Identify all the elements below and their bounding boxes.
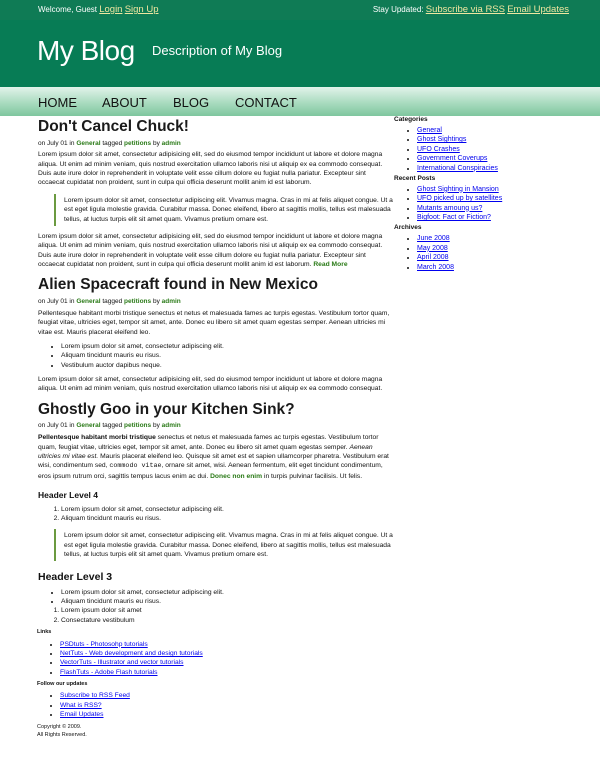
meta-category[interactable]: General	[76, 422, 101, 430]
follow-heading: Follow our updates	[37, 681, 88, 688]
meta-author[interactable]: admin	[161, 139, 181, 147]
rss-link[interactable]: Subscribe via RSS	[425, 4, 505, 15]
recent-post-link[interactable]: Mutants amoung us?	[417, 204, 483, 212]
paragraph-text: Lorem ipsum dolor sit amet, consectetur adipisicing elit, sed do eiusmod tempor incididunt ut labore et dolore magna aliqua. Ut enim ad minim veniam, quis nostrud exercitation ullamco laboris nisi ut aliquip ex ea commodo consequat. Duis aute irure dolor in reprehenderit in voluptate velit esse cillum dolore eu fugiat nulla pariatur. Excepteur sint occaecat cupidatat non proident, sunt in culpa qui officia deserunt mollit anim id est laborum.	[38, 232, 383, 269]
footer-link-vectortuts[interactable]: VectorTuts - Illustrator and vector tutorials	[60, 659, 184, 667]
recent-posts-list	[417, 185, 594, 223]
sidebar	[394, 116, 594, 274]
post-meta	[38, 422, 394, 431]
ordered-list	[61, 505, 394, 524]
meta-category[interactable]: General	[76, 139, 101, 147]
heading-level-4: Header Level 4	[38, 490, 99, 501]
meta-tag[interactable]: petitions	[124, 422, 152, 430]
post-3	[38, 401, 394, 625]
inline-link[interactable]: Donec non enim	[210, 472, 263, 480]
archive-link[interactable]: June 2008	[417, 235, 450, 243]
heading-level-3: Header Level 3	[38, 571, 113, 584]
rights-text: All Rights Reserved.	[37, 731, 87, 738]
links-heading: Links	[37, 629, 52, 636]
code-text: commodo vitae	[109, 462, 162, 471]
archives-list	[417, 234, 594, 272]
list-item: • Vestibulum auctor dapibus neque.	[61, 361, 394, 370]
meta-tagged: tagged	[102, 298, 123, 306]
list-item: 1. Lorem ipsum dolor sit amet	[61, 606, 394, 615]
italic-text: Aenean ultricies mi vitae est.	[38, 443, 373, 460]
list-item: • Aliquam tincidunt mauris eu risus.	[61, 351, 394, 360]
main-nav	[0, 87, 600, 116]
category-link[interactable]: International Conspiracies	[417, 164, 498, 172]
meta-date: on July 01 in	[38, 139, 75, 147]
nav-about[interactable]: ABOUT	[102, 95, 147, 110]
blockquote	[54, 529, 394, 561]
copyright-text: Copyright © 2009.	[37, 723, 82, 730]
quote-text: Lorem ipsum dolor sit amet, consectetur adipiscing elit. Vivamus magna. Cras in mi at felis aliquet congue. Ut a est eget ligula molestie gravida. Curabitur massa. Donec eleifend, libero at sagittis mollis, tellus est malesuada tellus, at luctus turpis elit sit amet quam. Vivamus pretium ornare est.	[64, 532, 393, 559]
category-link[interactable]: General	[417, 126, 442, 134]
meta-by: by	[152, 139, 160, 147]
what-is-rss-link[interactable]: What is RSS?	[60, 701, 102, 709]
paragraph-text: , ornare sit amet, wisi. Aenean fermentum, elit eget tincidunt condimentum, eros ipsum rutrum orci, sagittis tempus lacus enim ac dui.	[38, 462, 383, 480]
post-title[interactable]: Ghostly Goo in your Kitchen Sink?	[38, 400, 295, 418]
login-link[interactable]: Login	[99, 4, 123, 15]
category-link[interactable]: Ghost Sightings	[417, 136, 467, 144]
meta-by: by	[152, 422, 160, 430]
read-more-link[interactable]: Read More	[313, 261, 348, 269]
site-header	[0, 20, 600, 87]
recent-post-link[interactable]: Ghost Sighting in Mansion	[417, 185, 499, 193]
stay-updated-label: Stay Updated:	[372, 5, 424, 14]
meta-tag[interactable]: petitions	[124, 298, 152, 306]
site-logo[interactable]: My Blog	[37, 35, 135, 66]
recent-posts-heading: Recent Posts	[394, 174, 436, 182]
bold-text: Pellentesque habitant morbi tristique	[38, 434, 156, 442]
recent-post-link[interactable]: UFO picked up by satellites	[417, 195, 503, 203]
meta-category[interactable]: General	[76, 298, 101, 306]
archive-link[interactable]: April 2008	[417, 254, 449, 262]
meta-author[interactable]: admin	[161, 422, 181, 430]
email-updates-link[interactable]: Email Updates	[60, 711, 104, 719]
meta-tagged: tagged	[102, 422, 123, 430]
post-paragraph: Lorem ipsum dolor sit amet, consectetur adipisicing elit, sed do eiusmod tempor incididunt ut labore et dolore magna aliqua. Ut enim ad minim veniam, quis nostrud exercitation ullamco laboris nisi ut aliquip ex ea commodo consequat.	[38, 376, 383, 393]
welcome-text: Welcome, Guest	[38, 5, 97, 14]
nav-home[interactable]: HOME	[38, 95, 77, 110]
post-meta	[38, 298, 394, 307]
list-item: 2. Consectature vestibulum	[61, 616, 394, 625]
post-meta	[38, 140, 394, 149]
email-updates-link[interactable]: Email Updates	[507, 4, 569, 15]
category-link[interactable]: UFO Crashes	[417, 145, 460, 153]
categories-heading: Categories	[394, 116, 428, 123]
list-item: • Aliquam tincidunt mauris eu risus.	[61, 597, 394, 606]
meta-date: on July 01 in	[38, 298, 75, 306]
paragraph-text: Mauris placerat eleifend leo. Quisque sit amet est et sapien ullamcorper pharetra. Vestibulum erat wisi, condimentum sed,	[38, 452, 389, 470]
signup-link[interactable]: Sign Up	[124, 4, 159, 15]
copyright	[37, 723, 394, 740]
bullet-list	[61, 342, 394, 370]
list-item: • Lorem ipsum dolor sit amet, consectetur adipiscing elit.	[61, 342, 394, 351]
post-paragraph: Lorem ipsum dolor sit amet, consectetur adipisicing elit, sed do eiusmod tempor incididunt ut labore et dolore magna aliqua. Ut enim ad minim veniam, quis nostrud exercitation ullamco laboris nisi ut aliquip ex ea commodo consequat. Duis aute irure dolor in reprehenderit in voluptate velit esse cillum dolore eu fugiat nulla pariatur. Excepteur sint occaecat cupidatat non proident, sunt in culpa qui officia deserunt mollit anim id est laborum.	[38, 151, 383, 187]
footer-link-flashtuts[interactable]: FlashTuts - Adobe Flash tutorials	[60, 668, 158, 676]
categories-list	[417, 126, 594, 173]
archives-heading: Archives	[394, 224, 422, 232]
nav-contact[interactable]: CONTACT	[235, 95, 297, 110]
post-paragraph	[38, 433, 394, 481]
subscribe-rss-link[interactable]: Subscribe to RSS Feed	[60, 692, 130, 700]
post-title[interactable]: Alien Spacecraft found in New Mexico	[38, 276, 318, 294]
post-2	[38, 276, 394, 393]
post-paragraph	[38, 232, 394, 270]
post-title[interactable]: Don't Cancel Chuck!	[38, 118, 189, 135]
category-link[interactable]: Government Coverups	[417, 155, 488, 163]
welcome-area	[38, 4, 159, 17]
paragraph-text: senectus et netus et malesuada fames ac turpis egestas. Vestibulum tortor quam, feugiat vitae, ultricies eget, tempor sit amet, ante. Donec eu libero sit amet quam egestas semper.	[38, 434, 379, 451]
top-bar	[0, 0, 600, 20]
post-paragraph: Pellentesque habitant morbi tristique senectus et netus et malesuada fames ac turpis egestas. Vestibulum tortor quam, feugiat vitae, ultricies eget, tempor sit amet, ante. Donec eu libero sit amet quam egestas semper. Aenean ultricies mi vitae est. Mauris placerat eleifend leo.	[38, 309, 390, 336]
bullet-list	[61, 588, 394, 607]
footer-link-nettuts[interactable]: NetTuts - Web development and design tutorials	[60, 649, 203, 657]
site-description: Description of My Blog	[152, 43, 283, 58]
follow-list	[60, 691, 394, 719]
blockquote	[54, 194, 394, 226]
list-item: 1. Lorem ipsum dolor sit amet, consectetur adipiscing elit.	[61, 505, 394, 514]
meta-tagged: tagged	[102, 139, 123, 147]
meta-date: on July 01 in	[38, 422, 75, 430]
nav-blog[interactable]: BLOG	[173, 95, 210, 110]
list-item: • Lorem ipsum dolor sit amet, consectetur adipiscing elit.	[61, 588, 394, 597]
recent-post-link[interactable]: Bigfoot: Fact or Fiction?	[417, 214, 491, 222]
meta-tag[interactable]: petitions	[124, 139, 152, 147]
list-item: 2. Aliquam tincidunt mauris eu risus.	[61, 514, 394, 523]
meta-author[interactable]: admin	[161, 298, 181, 306]
post-1	[38, 118, 394, 269]
quote-text: Lorem ipsum dolor sit amet, consectetur adipiscing elit. Vivamus magna. Cras in mi at felis aliquet congue. Ut a est eget ligula molestie gravida. Curabitur massa. Donec eleifend, libero at sagittis mollis, tellus est malesuada tellus, at luctus turpis elit sit amet quam. Vivamus pretium ornare est.	[64, 196, 393, 223]
main-content	[38, 118, 394, 739]
archive-link[interactable]: May 2008	[417, 244, 448, 252]
paragraph-text: in turpis pulvinar facilisis. Ut felis.	[262, 472, 363, 480]
meta-by: by	[152, 298, 160, 306]
archive-link[interactable]: March 2008	[417, 263, 454, 271]
ordered-list	[61, 606, 394, 625]
links-list	[60, 640, 394, 678]
stay-updated-area	[373, 4, 569, 17]
footer-link-psdtuts[interactable]: PSDtuts - Photosohp tutorials	[60, 640, 148, 648]
footer	[37, 629, 394, 739]
